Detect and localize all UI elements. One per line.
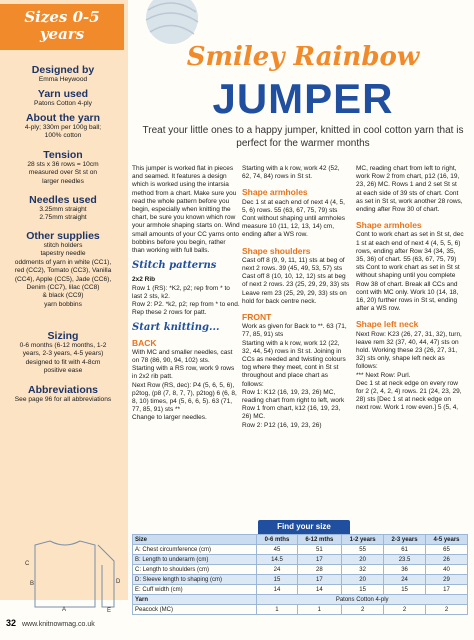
site-url: www.knitnowmag.co.uk	[21, 621, 95, 628]
page-footer	[6, 618, 95, 628]
table-row: D: Sleeve length to shaping (cm) 15 17 20 24 29	[133, 575, 468, 585]
intro-text: Treat your little ones to a happy jumper, knitted in cool cotton yarn that is perfect for the warmer months	[142, 125, 464, 149]
about-yarn-section: About the yarn 4-ply; 330m per 100g ball; 100% cotton	[24, 112, 102, 140]
column-1: This jumper is worked flat in pieces and seamed. It features a design which is worked using the intarsia method from a chart. Make sure you read the whole pattern before you begin, especially when knitting the chart, be sure you known which row your armhole shaping starts on. Wind small amounts of your CC yarns onto bobbins before you begin, rather than working with full balls. Stitch patterns 2x2 Rib Row 1 (RS): *K2, p2; rep from * to last 2 sts, k2. Row 2: P2. *k2, p2; rep from * to end. Rep these 2 rows for patt. Start knitting... BACK With MC and smaller needles, cast on 78 (86, 90, 94, 102) sts. Starting with a RS row, work 9 rows in 2x2 rib patt. Next Row (RS, dec): P4 (5, 6, 5, 6), p2tog, (p8 (7, 8, 7, 7), p2tog) 6 (6, 8, 8, 10) times, p4 (5, 6, 6, 5). 63 (71, 77, 85, 91) sts ** Change to larger needles.	[132, 165, 240, 422]
diagram-label-b: B	[30, 581, 35, 587]
abbreviations-section: Abbreviations See page 96 for all abbreviations	[14, 384, 112, 403]
designed-by-section: Designed by Emma Heywood	[31, 64, 95, 83]
sidebar	[0, 0, 128, 600]
table-row-yarn: Yarn Patons Cotton 4-ply	[133, 595, 468, 605]
diagram-label-e: E	[107, 608, 112, 613]
size-table-header: Find your size	[258, 520, 350, 534]
table-row: B: Length to underarm (cm) 14.5 17 20 23.5 26	[133, 555, 468, 565]
page-title: JUMPER	[212, 75, 394, 122]
yarn-used-section: Yarn used Patons Cotton 4-ply	[34, 88, 92, 107]
table-row: A: Chest circumference (cm) 45 51 55 61 65	[133, 545, 468, 555]
table-header-row: Size 0-6 mths 6-12 mths 1-2 years 2-3 years 4-5 years	[133, 535, 468, 545]
jumper-diagram	[10, 535, 120, 613]
table-row: Peacock (MC) 1 1 2 2 2	[133, 605, 468, 615]
needles-section: Needles used 3.25mm straight 2.75mm straight	[29, 194, 97, 222]
other-supplies-section: Other supplies stitch holders tapestry needle oddments of yarn in white (CC1), red (CC2), Tomato (CC3), Vanilla (CC4), Apple (CC5), Jade (CC6), Denim (CC7), lilac (CC8) & black (CC9) yarn bobbins	[14, 230, 112, 308]
sizes-badge: Sizes 0-5 years	[0, 4, 124, 50]
size-table-box	[132, 520, 468, 612]
column-3: MC, reading chart from left to right, work Row 2 from chart, p12 (16, 19, 23, 26) MC. Rows 1 and 2 set St st at each side of 39 sts of chart. Cont as set in St st, work another 28 rows, ending after Row 30 of chart. Shape armholes Cont to work chart as set in St st, dec 1 st at each end of next 4 (4, 5, 5, 6) rows, ending after Row 34 (34, 35, 35, 36) of chart. 55 (63, 67, 75, 79) sts Cont to work chart as set in St st without shaping until you complete Row 38 of chart. Break all CCs and cont with MC only. Work 10 (14, 18, 16, 20) further rows in St st, ending after a WS row. Shape left neck Next Row: K23 (26, 27, 31, 32), turn, leave rem 32 (37, 40, 44, 47) sts on hold. Working these 23 (26, 27, 31, 32) sts only, shape left neck as follows: *** Next Row: Purl. Dec 1 st at neck edge on every row for 2 (2, 4, 2, 4) rows. 21 (24, 23, 29, 28) sts [Dec 1 st at neck edge on next row. Work 1 row even.] 5 (5, 4,	[356, 165, 464, 412]
column-2: Starting with a k row, work 42 (52, 62, 74, 84) rows in St st. Shape armholes Dec 1 st at each end of next 4 (4, 5, 5, 6) rows. 55 (63, 67, 75, 79) sts Cont without shaping until armholes measure 10 (11, 12, 13, 14) cm, ending after a WS row. Shape shoulders Cast off 8 (9, 9, 11, 11) sts at beg of next 2 rows. 39 (45, 49, 53, 57) sts Cast off 8 (10, 10, 12, 12) sts at beg of next 2 rows. 23 (25, 29, 29, 33) sts Leave rem 23 (25, 29, 29, 33) sts on hold for back centre neck. FRONT Work as given for Back to **. 63 (71, 77, 85, 91) sts Starting with a k row, work 12 (22, 32, 44, 54) rows in St st. Joining in CCs as needed and twisting colours tog where they meet, cont in St st throughout and place chart as follows: Row 1: K12 (16, 19, 23, 26) MC, reading chart from right to left, work Row 1 from chart, k12 (16, 19, 23, 26) MC. Row 2: P12 (16, 19, 23, 26)	[242, 165, 350, 429]
diagram-label-d: D	[116, 579, 120, 585]
diagram-label-c: C	[25, 561, 30, 567]
page-number: 32	[6, 618, 17, 628]
table-row: E: Cuff width (cm) 14 14 15 15 17	[133, 585, 468, 595]
size-table	[132, 534, 468, 615]
tension-section: Tension 28 sts x 36 rows = 10cm measured over St st on larger needles	[27, 149, 99, 185]
title-script: Smiley Rainbow	[186, 42, 420, 72]
table-row: C: Length to shoulders (cm) 24 28 32 36 40	[133, 565, 468, 575]
diagram-label-a: A	[61, 607, 67, 613]
sizing-section: Sizing 0-6 months (6-12 months, 1-2 years, 2-3 years, 4-5 years) designed to fit with 4-8cm positive ease	[19, 330, 107, 375]
